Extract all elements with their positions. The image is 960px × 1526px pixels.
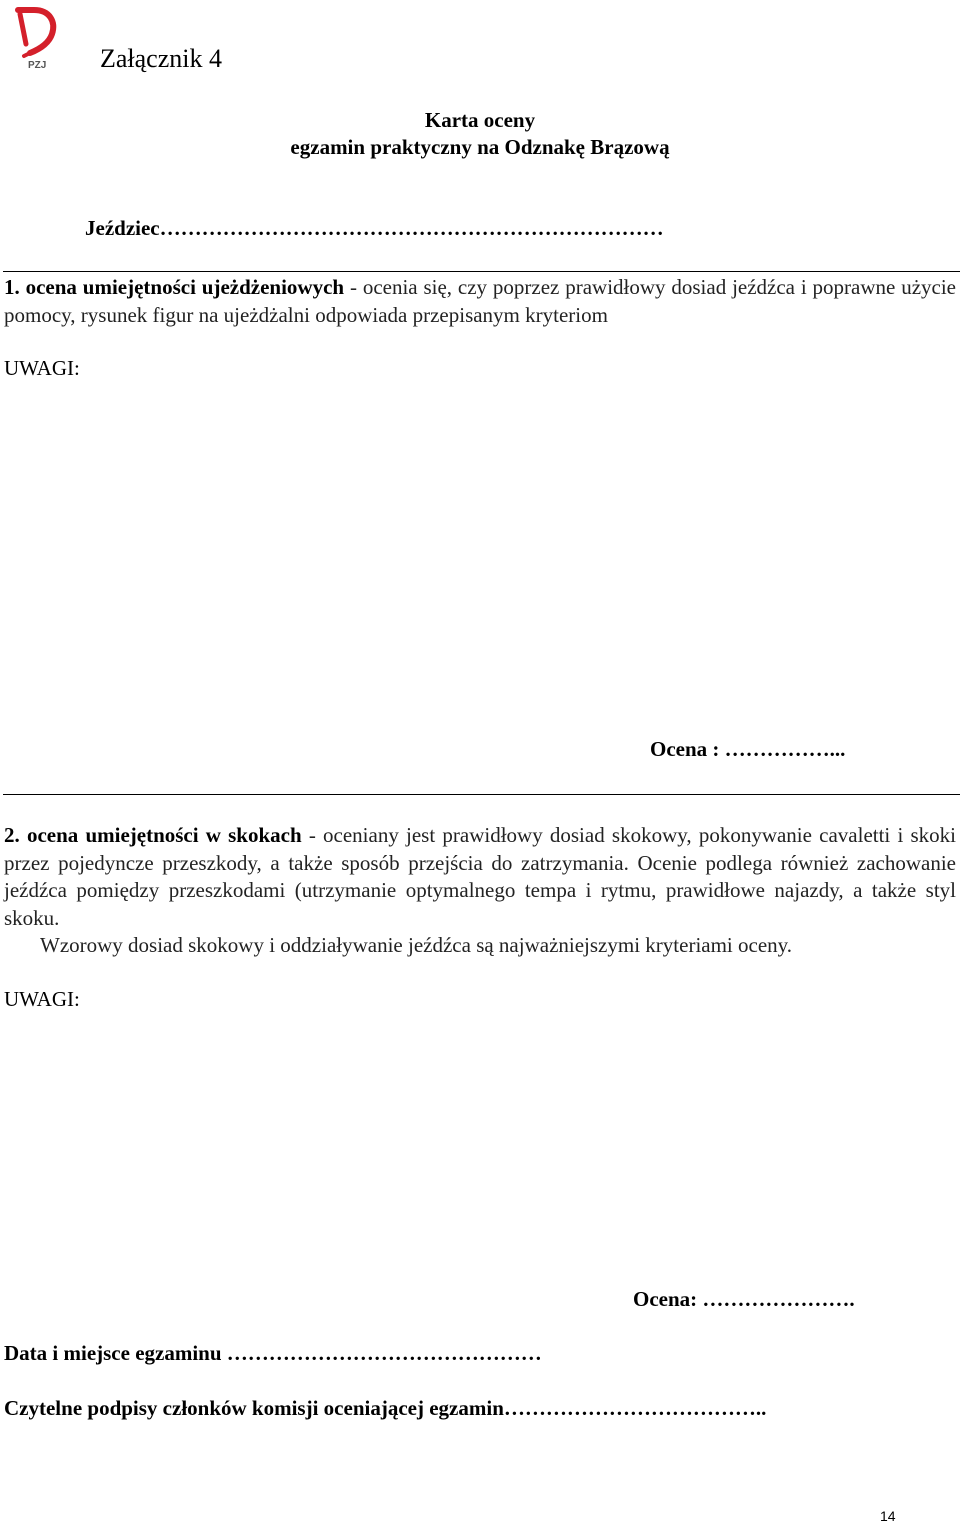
pzj-logo (10, 6, 62, 72)
rider-name-field: Jeździec……………………………………………………………… (85, 216, 664, 240)
section2-heading: 2. ocena umiejętności w skokach (4, 823, 302, 847)
section1-heading: 1. ocena umiejętności ujeżdżeniowych (4, 275, 345, 299)
section1-remarks-label: UWAGI: (4, 356, 80, 380)
section2-note: Wzorowy dosiad skokowy i oddziaływanie jeźdźca są najważniejszymi kryteriami oceny. (40, 933, 793, 957)
committee-signatures-field: Czytelne podpisy członków komisji oceniającej egzamin……………………………….. (4, 1396, 767, 1420)
exam-date-place-field: Data i miejsce egzaminu ……………………………………… (4, 1341, 542, 1365)
section-divider (3, 794, 960, 795)
document-title: Karta oceny (424, 108, 536, 132)
section2-remarks-label: UWAGI: (4, 987, 80, 1011)
logo-text: PZJ (28, 60, 47, 71)
section1-grade: Ocena : ……………... (650, 737, 846, 761)
page-number: 14 (880, 1508, 896, 1524)
section1-description (4, 274, 956, 329)
document-subtitle: egzamin praktyczny na Odznakę Brązową (290, 135, 670, 159)
annex-title: Załącznik 4 (100, 44, 222, 73)
section1-body: - ocenia się, czy poprzez prawidłowy dosiad jeźdźca i poprawne użycie pomocy, rysunek figur na ujeżdżalni odpowiada przepisanym kryteriom (4, 275, 957, 327)
section2-description (4, 822, 956, 932)
section2-body: - oceniany jest prawidłowy dosiad skokowy, pokonywanie cavaletti i skoki przez pojedyncze przeszkody, a także sposób przejścia do zatrzymania. Ocenie podlega również zachowanie jeźdźca pomiędzy przeszkodami (utrzymanie optymalnego tempa i rytmu, prawidłowe najazdy, a także styl skoku. (4, 823, 956, 930)
section-divider (3, 271, 960, 272)
section2-grade: Ocena: …………………. (633, 1287, 855, 1311)
